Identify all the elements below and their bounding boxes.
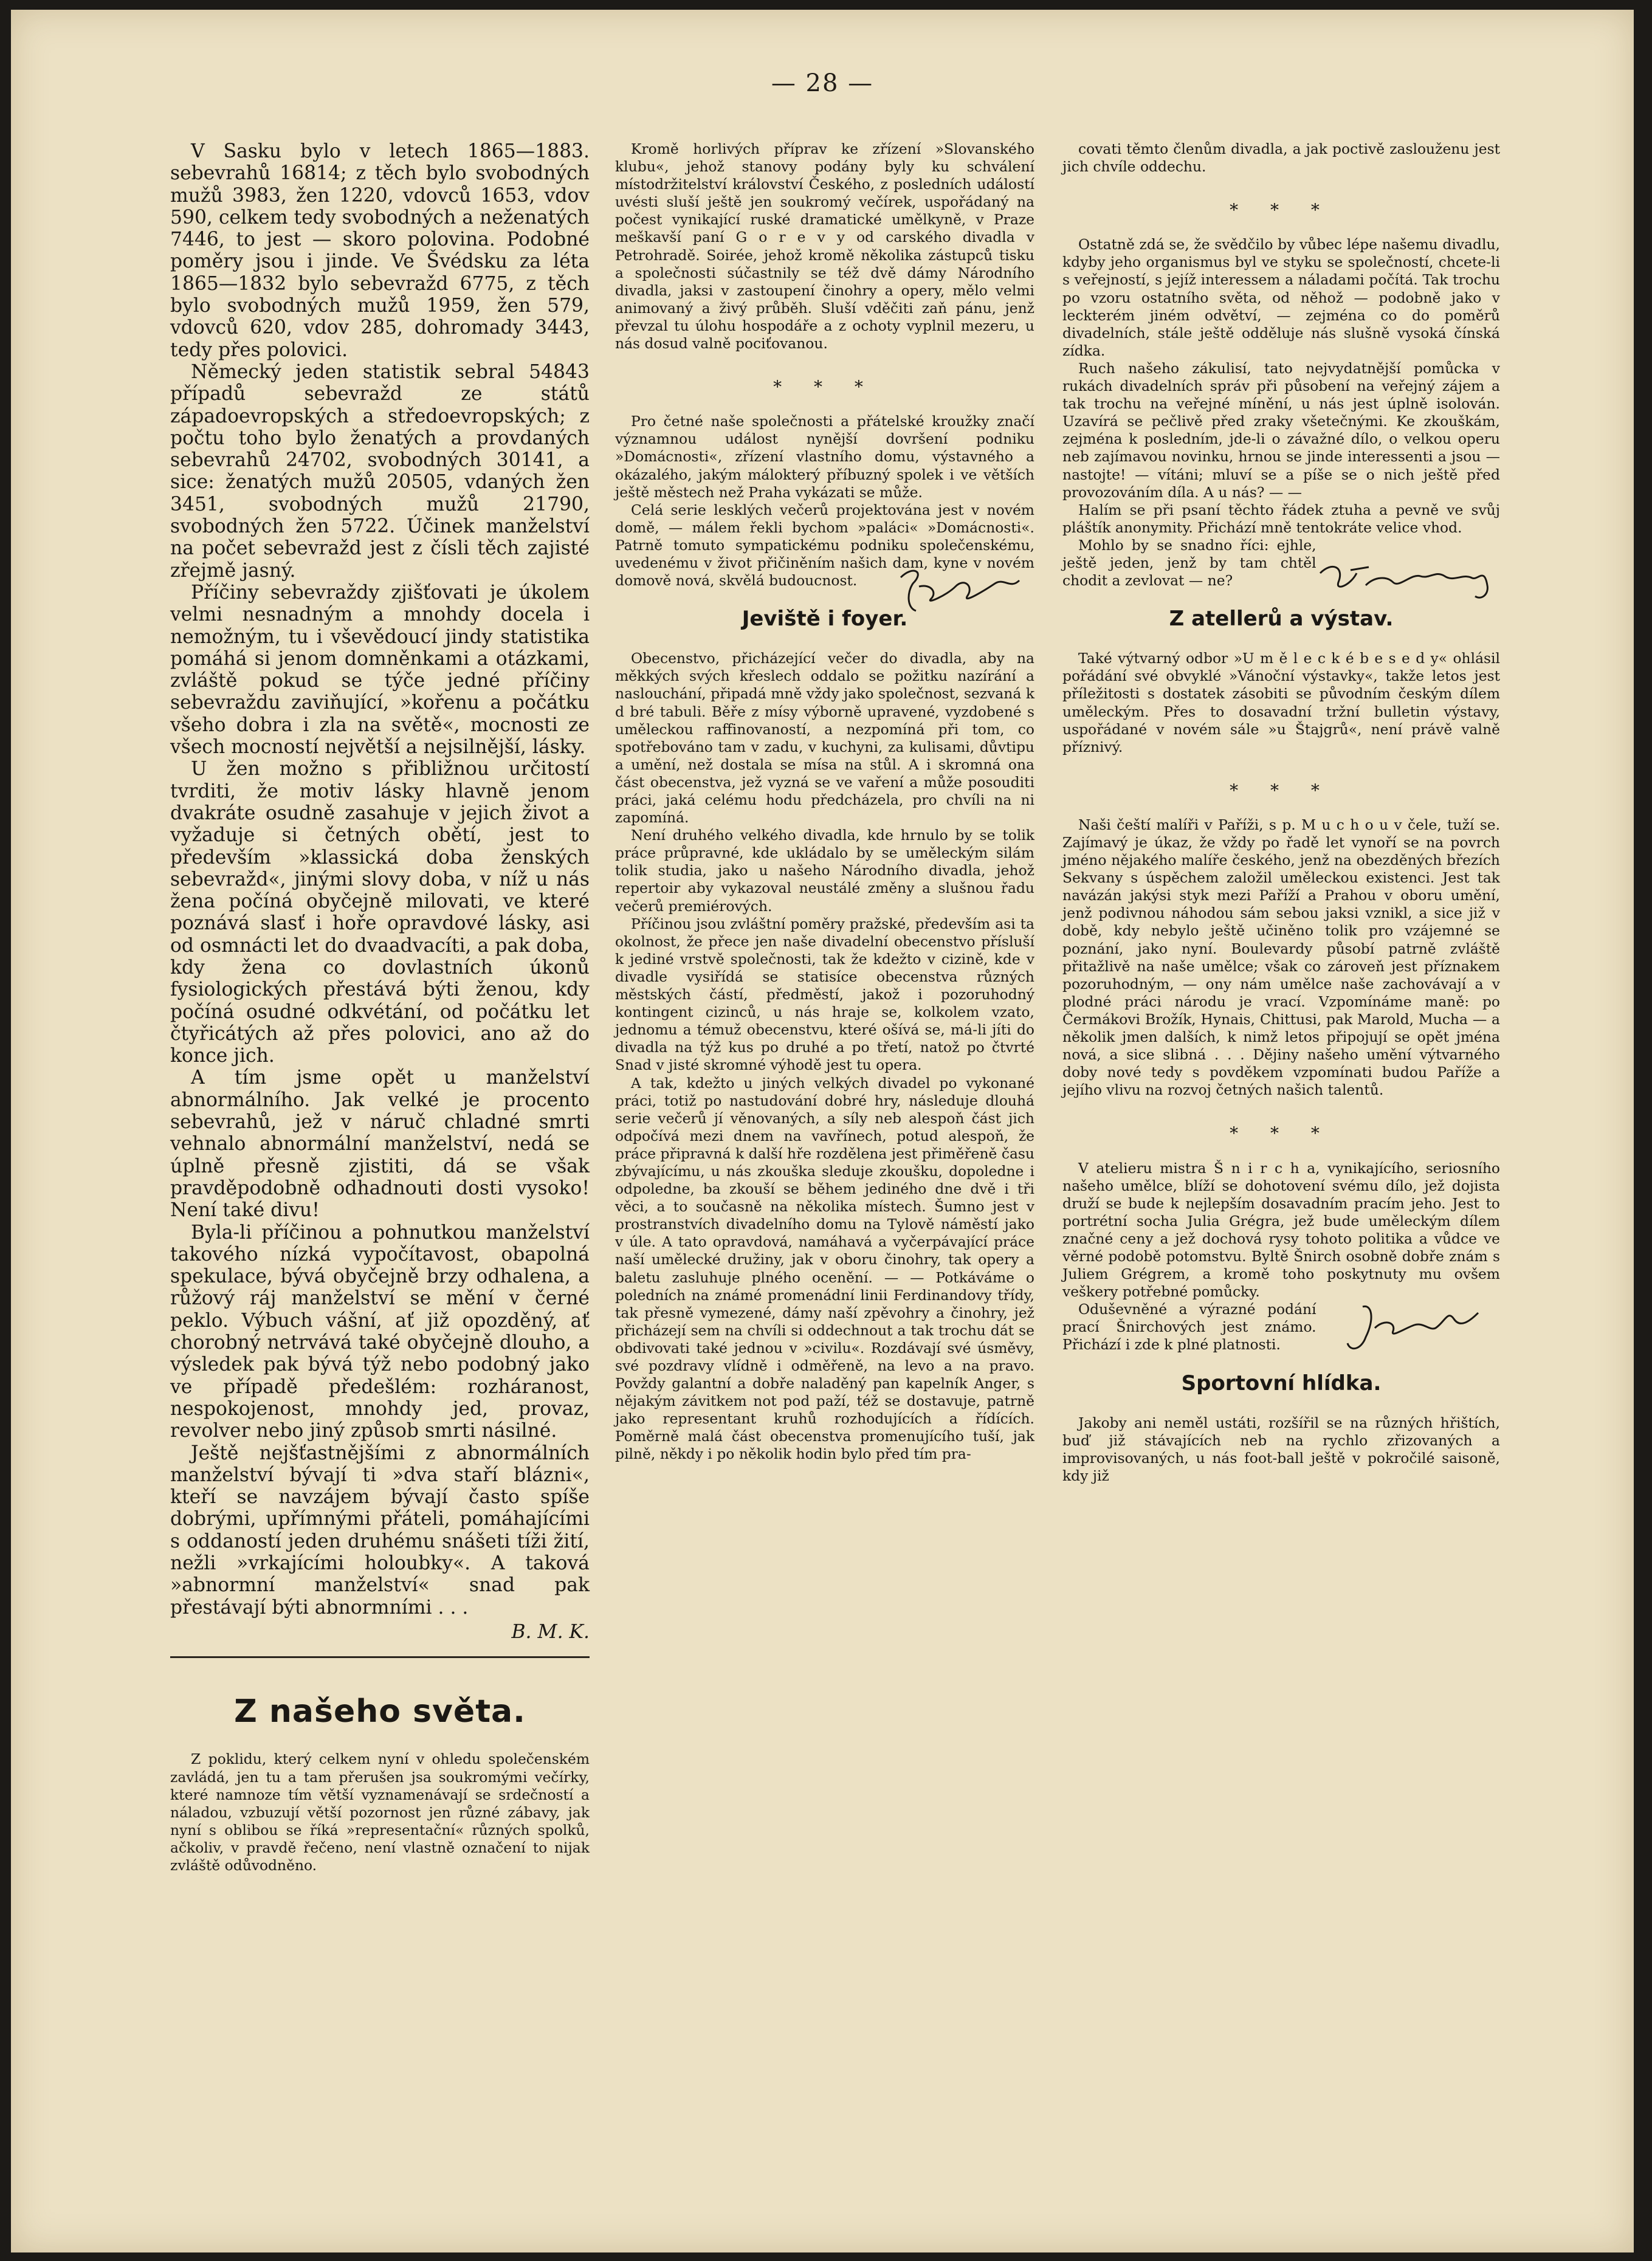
paragraph: Ještě nejšťastnějšími z abnormálních manželství bývají ti »dva staří blázni«, kteří se navzájem bývají často spíše dobrými, upřímnými přáteli, pomáhajícími s oddaností jeden druhému snášeti tíži žití, nežli »vrkajícími holoubky«. A taková »abnormní manželství« snad pak přestávají býti abnormními . . . — [170, 1442, 590, 1619]
column-3 — [1062, 140, 1500, 1485]
paragraph: Pro četné naše společnosti a přátelské kroužky značí významnou událost nynější dovršení podniku »Domácnosti«, zřízení vlastního domu, výstavného a okázalého, jakým málokterý příbuzný spolek i ve větších ještě městech než Praha vykázati se může. — [615, 413, 1034, 501]
author-signature: B. M. K. — [511, 1620, 590, 1643]
paragraph: Německý jeden statistik sebral 54843 případů sebevražd ze států západoevropských a středoevropských; z počtu toho bylo ženatých a provdaných sebevrahů 24702, svobodných 30141, a sice: ženatých mužů 20505, vdaných žen 3451, svobodných mužů 21790, svobodných žen 5722. Účinek manželství na počet sebevražd jest z čísli těch zajisté zřejmě jasný. — [170, 360, 590, 582]
paragraph: Kromě horlivých příprav ke zřízení »Slovanského klubu«, jehož stanovy podány byly ku schválení místodržitelství království Českého, z posledních událostí uvésti sluší ještě jen soukromý večírek, uspořádaný na počest vynikající ruské dramatické umělkyně, v Praze meškavší paní G o r e v y od carského divadla v Petrohradě. Soirée, jehož kromě několika zástupců tisku a společnosti súčastnily se též dvě dámy Národního divadla, jaksi v zastoupení činohry a opery, mělo velmi animovaný a živý průběh. Sluší vděčiti zaň pánu, jenž převzal tu úlohu hospodáře a z ochoty vyplnil mezeru, u nás dosud valně pociťovanou. — [615, 140, 1034, 353]
paragraph: Byla-li příčinou a pohnutkou manželství takového nízká vypočítavost, obapolná spekulace, bývá obyčejně brzy odhalena, a růžový ráj manželství se mění v černé peklo. Výbuch vášní, ať již opozděný, ať chorobný netrvává také obyčejně dlouho, a výsledek pak bývá týž nebo podobný jako ve případě předešlém: rozháranost, nespokojenost, mnohdy jed, provaz, revolver nebo jiný způsob smrti násilné. — [170, 1221, 590, 1442]
paragraph: Příčinou jsou zvláštní poměry pražské, především asi ta okolnost, že přece jen naše divadelní obecenstvo přísluší k jediné vrstvě společnosti, tak že kdežto v cizině, kde v divadle vysiřídá se statisíce obecenstva různých městských částí, předměstí, jakož i pozoruhodný kontingent cizinců, u nás hraje se, kolkolem vzato, jednomu a témuž obecenstvu, které ošívá se, má-li jíti do divadla na týž kus po druhé a po třetí, natož po čtvrté Snad v jisté skromné výhodě jest tu opera. — [615, 915, 1034, 1074]
paragraph: Celá serie lesklých večerů projektována jest v novém domě, — málem řekli bychom »paláci« »Domácnosti«. Patrně tomuto sympatickému podniku společenskému, uvedenému v život přičiněním našich dam, kyne v novém domově nová, skvělá budoucnost. — [615, 501, 1034, 590]
paragraph: Naši čeští malíři v Paříži, s p. M u c h o u v čele, tuží se. Zajímavý je úkaz, že vždy po řadě let vynoří se na povrch jméno nějakého malíře českého, jenž na obezděných březích Sekvany s úspěchem založil uměleckou existenci. Jest tak navázán jakýsi styk mezi Paříží a Prahou v oboru umění, jenž podivnou náhodou sám sebou jaksi vznikl, a sice již v době, kdy nebylo ještě učiněno tolik pro vzájemné se poznání, jako nyní. Boulevardy působí patrně zvláště přitažlivě na naše umělce; však co zároveň jest příznakem pozoruhodným, — ony nám umělce naše zachovávají a v plodné práci národu je vrací. Vzpomínáme maně: po Čermákovi Brožík, Hynais, Chittusi, pak Marold, Mucha — a několik jmen dalších, k nimž letos připojují se opět jména nová, a sice slibná . . . Dějiny našeho umění výtvarného doby nové tedy s povděkem vzpomínati budou Paříže a jejího vlivu na rozvoj četných našich talentů. — [1062, 816, 1500, 1099]
paragraph: Oduševněné a výrazné podání prací Šnirchových jest známo. Přichází i zde k plné platnosti. — [1062, 1301, 1316, 1354]
paragraph: Halím se při psaní těchto řádek ztuha a pevně ve svůj pláštík anonymity. Přichází mně tentokráte velice vhod. — [1062, 501, 1500, 536]
signature-block — [615, 501, 1034, 590]
paragraph: A tak, kdežto u jiných velkých divadel po vykonané práci, totiž po nastudování dobré hry, následuje dlouhá serie večerů jí věnovaných, a síly neb alespoň část jich odpočívá mezi dnem na vavřínech, potud alespoň, že práce připravná k další hře rozdělena jest přiměřeně času zbývajícímu, u nás zkouška sleduje zkoušku, dopoledne i odpoledne, ba zkouší se během jediného dne dvě i tři věci, a to současně na několika místech. Šumno jest v prostranstvích divadelního domu na Tylově náměstí jako v úle. A tato opravdová, namáhavá a vyčerpávající práce naší umělecké družiny, jak v oboru činohry, tak opery a baletu zasluhuje plného ocenění. — — Potkáváme o poledních na známé promenádní linii Ferdinandovy třídy, tak přesně vymezené, dámy naší zpěvohry a činohry, jež přicházejí sem na chvíli si oddechnout a tak trochu dát se obdivovati také jednou v »civilu«. Rozdávají své úsměvy, své pozdravy vlídně i odměřeně, na levo a na pravo. Povždy galantní a dobře naladěný pan kapelník Anger, s nějakým závitkem not pod paží, též se dostavuje, patrně jako representant kruhů rozhodujících a řídících. Poměrně malá část obecenstva promenujícího tuší, jak pilně, někdy i po několik hodin bylo před tím pra- — [615, 1074, 1034, 1463]
section-stars: * * * — [1230, 1123, 1333, 1144]
column-2 — [615, 140, 1034, 1464]
paragraph: Ruch našeho zákulisí, tato nejvydatnější pomůcka v rukách divadelních správ při působení na veřejný zájem a tak trochu na veřejné mínění, u nás jest úplně isolován. Uzavírá se pečlivě před zraky všetečnými. Ke zkouškám, zejména k posledním, jde-li o závažné dílo, o velkou operu neb zajímavou novinku, hrnou se jinde interessenti a jsou — nastojte! — vítáni; mluví se a píše se o nich ještě před provozováním díla. A u nás? — — — [1062, 359, 1500, 501]
handwritten-signature — [889, 559, 1034, 614]
section-divider — [170, 1656, 590, 1658]
paragraph: A tím jsme opět u manželství abnormálního. Jak velké je procento sebevrahů, jež v náruč chladné smrti vehnalo abnormální manželství, nedá se úplně přesně zjistiti, dá se však pravděpodobně odhadnouti dosti vysoko! Není také divu! — [170, 1067, 590, 1222]
handwritten-signature — [1314, 549, 1496, 604]
section-heading: Sportovní hlídka. — [1181, 1371, 1382, 1395]
paragraph: Jakoby ani neměl ustáti, rozšířil se na různých hřištích, buď již stávajících neb na rychlo zřizovaných a improvisovaných, u nás foot-ball ještě v pokročilé saisoně, kdy již — [1062, 1414, 1500, 1484]
paragraph: V atelieru mistra Š n i r c h a, vynikajícího, seriosního našeho umělce, blíží se dohotovení svému dílo, jež dojista druží se bude k nejlepším dosavadním pracím jeho. Jest to portrétní socha Julia Grégra, jež bude uměleckým dílem značné ceny a jež dochová rysy tohoto politika a vůdce ve věrné podobě potomstvu. Byltě Šnirch osobně dobře znám s Juliem Grégrem, a kromě toho poskytnuty mu ovšem veškery potřebné pomůcky. — [1062, 1159, 1500, 1301]
paragraph: Z poklidu, který celkem nyní v ohledu společenském zavládá, jen tu a tam přerušen jsa soukromými večírky, které namnoze tím větší vyznamenávají se srdečností a náladou, vzbuzují větší pozornost jen různé zábavy, jak nyní s oblibou se říká »representační« různých spolků, ačkoliv, v pravdě řečeno, není vlastně označení to nijak zvláště odůvodněno. — [170, 1750, 590, 1874]
paragraph: covati těmto členům divadla, a jak poctivě zaslouženu jest jich chvíle oddechu. — [1062, 140, 1500, 176]
section-stars: * * * — [1230, 200, 1333, 221]
section-stars: * * * — [1230, 780, 1333, 800]
section-heading: Z našeho světa. — [234, 1693, 526, 1730]
section-heading: Jeviště i foyer. — [742, 607, 908, 631]
paragraph: U žen možno s přibližnou určitostí tvrditi, že motiv lásky hlavně jenom dvakráte osudně zasahuje v jejich život a vyžaduje si četných obětí, jest to především »klassická doba ženských sebevražd«, jinými slovy doba, v níž u nás žena počíná obyčejně milovati, ve které poznává slasť i hoře opravdové lásky, asi od osmnácti let do dvaadvacíti, a pak doba, kdy žena co dovlastních úkonů fysiologických přestává býti ženou, kdy počíná osudné odkvétání, od počátku let čtyřicátých až přes polovici, ano až do konce jich. — [170, 758, 590, 1067]
page-number: — 28 — — [771, 69, 874, 97]
paragraph: V Sasku bylo v letech 1865—1883. sebevrahů 16814; z těch bylo svobodných mužů 3983, žen 1220, vdovců 1653, vdov 590, celkem tedy svobodných a neženatých 7446, to jest — skoro polovina. Podobné poměry jsou i jinde. Ve Švédsku za léta 1865—1832 bylo sebevražd 6775, z těch bylo svobodných mužů 1959, žen 579, vdovců 620, vdov 285, dohromady 3443, tedy přes polovici. — [170, 140, 590, 361]
section-stars: * * * — [773, 377, 876, 397]
paragraph: Mohlo by se snadno říci: ejhle, ještě jeden, jenž by tam chtěl chodit a zevlovat — ne? — [1062, 536, 1316, 590]
section-heading: Z atellerů a výstav. — [1169, 607, 1394, 631]
paragraph: Není druhého velkého divadla, kde hrnulo by se tolik práce průpravné, kde ukládalo by se uměleckým silám tolik studia, jako u našeho Národního divadla, jehož repertoir aby vykazoval neustálé změny a slušnou řadu večerů premiérových. — [615, 827, 1034, 915]
signature-block — [1062, 537, 1500, 590]
signature-block — [1062, 1301, 1500, 1354]
newspaper-page — [11, 10, 1634, 2252]
handwritten-signature — [1338, 1295, 1496, 1361]
paragraph: Obecenstvo, přicházející večer do divadla, aby na měkkých svých křeslech oddalo se požitku nazírání a naslouchání, připadá mně vždy jako společnost, sezvaná k d bré tabuli. Běře z mísy výborně upravené, vyzdobené s uměleckou raffinovaností, a nezpomíná při tom, co spotřebováno tam v zadu, v kuchyni, za kulisami, důvtipu a umění, než dostala se mísa na stůl. A i skromná ona část obecenstva, jež vyzná se ve vaření a může posouditi práci, jaká celému hodu předcházela, pro chvíli na ni zapomíná. — [615, 650, 1034, 827]
paragraph: Také výtvarný odbor »U m ě l e c k é b e s e d y« ohlásil pořádání své obvyklé »Vánoční výstavky«, takže letos jest příležitosti s dostatek zásobiti se původním českým dílem uměleckým. Přes to dosavadní tržní bulletin výstavy, uspořádané v novém sále »u Štajgrů«, není právě valně příznivý. — [1062, 650, 1500, 755]
column-1 — [170, 140, 590, 1874]
paragraph: Ostatně zdá se, že svědčilo by vůbec lépe našemu divadlu, kdyby jeho organismus byl ve styku se společností, chcete-li s veřejností, s jejíž interessem a náladami počítá. Tak trochu po vzoru ostatního světa, od něhož — podobně jako v leckterém jiném odvětví, — zejména co do poměrů divadelních, stále ještě odděluje nás slušně vysoká čínská zídka. — [1062, 236, 1500, 359]
paragraph: Příčiny sebevraždy zjišťovati je úkolem velmi nesnadným a mnohdy docela i nemožným, tu i vševědoucí jindy statistika pomáhá si jenom domněnkami a otázkami, zvláště pokud se týče jedné příčiny sebevraždu zaviňující, »kořenu a počátku všeho dobra i zla na světě«, mocnosti ze všech mocností největší a nejsilnější, lásky. — [170, 581, 590, 759]
